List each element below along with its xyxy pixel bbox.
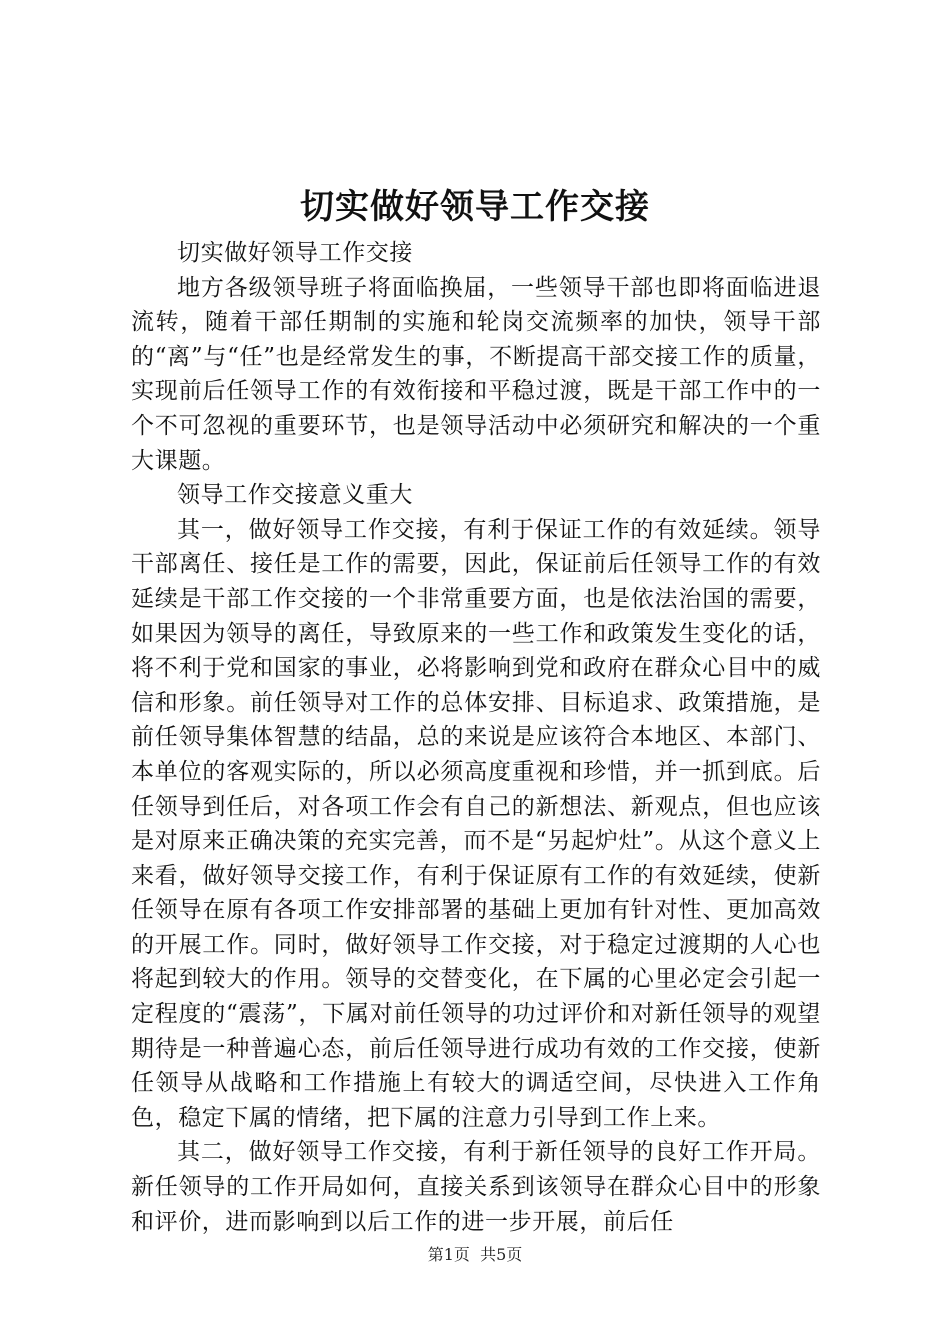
document-title: 切实做好领导工作交接: [300, 187, 650, 227]
page-footer: [0, 1245, 950, 1265]
page-total: 共5页: [480, 1245, 523, 1264]
paragraph-heading: 领导工作交接意义重大: [177, 482, 413, 509]
page-number: 第1页: [427, 1245, 470, 1264]
paragraph-intro: 地方各级领导班子将面临换届，一些领导干部也即将面临进退流转，随着干部任期制的实施和轮岗交流频率的加快，领导干部的“离”与“任”也是经常发生的事，不断提高干部交接工作的质量，实现前后任领导工作的有效衔接和平稳过渡，既是干部工作中的一个不可忽视的重要环节，也是领导活动中必须研究和解决的一个重大课题。: [131, 274, 821, 474]
paragraph-second-point: 其二，做好领导工作交接，有利于新任领导的良好工作开局。新任领导的工作开局如何，直接关系到该领导在群众心目中的形象和评价，进而影响到以后工作的进一步开展，前后任: [131, 1139, 821, 1235]
paragraph-subtitle: 切实做好领导工作交接: [177, 240, 413, 266]
document-body: [131, 236, 821, 1239]
paragraph-first-point: 其一，做好领导工作交接，有利于保证工作的有效延续。领导干部离任、接任是工作的需要，因此，保证前后任领导工作的有效延续是干部工作交接的一个非常重要方面，也是依法治国的需要，如果因为领导的离任，导致原来的一些工作和政策发生变化的话，将不利于党和国家的事业，必将影响到党和政府在群众心目中的威信和形象。前任领导对工作的总体安排、目标追求、政策措施，是前任领导集体智慧的结晶，总的来说是应该符合本地区、本部门、本单位的客观实际的，所以必须高度重视和珍惜，并一抓到底。后任领导到任后，对各项工作会有自己的新想法、新观点，但也应该是对原来正确决策的充实完善，而不是“另起炉灶”。从这个意义上来看，做好领导交接工作，有利于保证原有工作的有效延续，使新任领导在原有各项工作安排部署的基础上更加有针对性、更加高效的开展工作。同时，做好领导工作交接，对于稳定过渡期的人心也将起到较大的作用。领导的交替变化，在下属的心里必定会引起一定程度的“震荡”，下属对前任领导的功过评价和对新任领导的观望期待是一种普遍心态，前后任领导进行成功有效的工作交接，使新任领导从战略和工作措施上有较大的调适空间，尽快进入工作角色，稳定下属的情绪，把下属的注意力引导到工作上来。: [131, 516, 821, 1131]
